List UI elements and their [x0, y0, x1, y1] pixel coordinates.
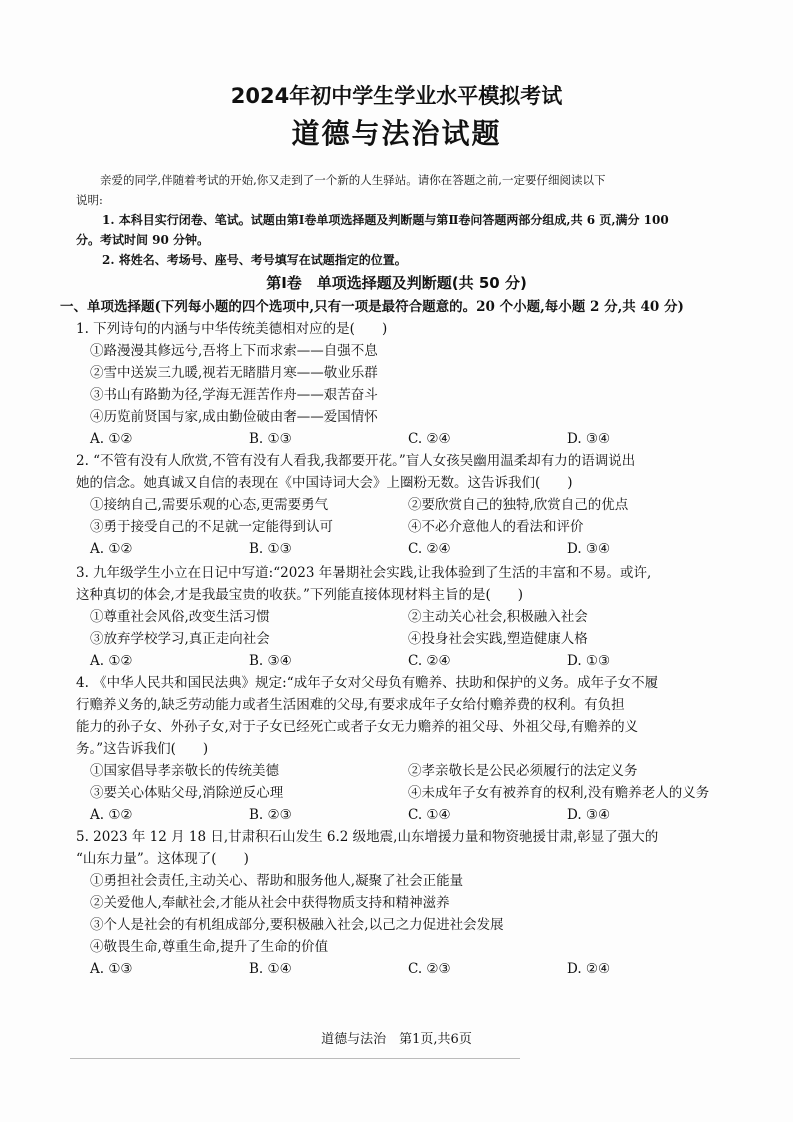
choice-d[interactable]: D. ②④	[567, 961, 611, 977]
choice-c[interactable]: C. ①④	[408, 807, 451, 823]
question-2	[76, 450, 726, 560]
intro-text	[76, 170, 724, 210]
choice-a[interactable]: A. ①②	[90, 653, 133, 669]
choice-d[interactable]: D. ③④	[567, 431, 611, 447]
question-stem: 5. 2023 年 12 月 18 日,甘肃积石山发生 6.2 级地震,山东增援力量和物资驰援甘肃,彰显了强大的	[76, 829, 659, 845]
statement: ③个人是社会的有机组成部分,要积极融入社会,以己之力促进社会发展	[90, 917, 504, 933]
statement: ④历览前贤国与家,成由勤俭破由奢——爱国情怀	[90, 409, 378, 425]
choice-c[interactable]: C. ②④	[408, 541, 451, 557]
choice-b[interactable]: B. ②③	[249, 807, 292, 823]
question-stem: 这种真切的体会,才是我最宝贵的收获。”下列能直接体现材料主旨的是( )	[76, 587, 523, 603]
statement: ①国家倡导孝亲敬长的传统美德	[90, 763, 279, 779]
statement: ②孝亲敬长是公民必须履行的法定义务	[408, 763, 638, 779]
choice-c[interactable]: C. ②③	[408, 961, 451, 977]
answer-choices	[76, 650, 726, 672]
statement: ②主动关心社会,积极融入社会	[408, 609, 588, 625]
answer-choices	[76, 958, 726, 980]
choice-d[interactable]: D. ①③	[567, 653, 611, 669]
statement: ④未成年子女有被养育的权利,没有赡养老人的义务	[408, 785, 710, 801]
choice-d[interactable]: D. ③④	[567, 807, 611, 823]
section-title: 第Ⅰ卷 单项选择题及判断题(共 50 分)	[266, 274, 527, 292]
statement: ③要关心体贴父母,消除逆反心理	[90, 785, 284, 801]
question-3	[76, 562, 726, 672]
choice-a[interactable]: A. ①②	[90, 431, 133, 447]
statement: ①尊重社会风俗,改变生活习惯	[90, 609, 270, 625]
statement-row	[76, 628, 726, 650]
exam-title: 2024年初中学生学业水平模拟考试	[230, 84, 563, 108]
answer-choices	[76, 428, 726, 450]
choice-b[interactable]: B. ①③	[249, 431, 292, 447]
choice-b[interactable]: B. ①③	[249, 541, 292, 557]
question-1	[76, 318, 726, 450]
statement: ②雪中送炭三九暖,视若无睹腊月寒——敬业乐群	[90, 365, 378, 381]
question-stem: 行赡养义务的,缺乏劳动能力或者生活困难的父母,有要求成年子女给付赡养费的权利。有负担	[76, 697, 625, 713]
exam-notes	[76, 210, 724, 270]
statement-row	[76, 760, 726, 782]
statement: ①路漫漫其修远兮,吾将上下而求索——自强不息	[90, 343, 378, 359]
choice-a[interactable]: A. ①②	[90, 541, 133, 557]
choice-d[interactable]: D. ③④	[567, 541, 611, 557]
question-stem: 能力的孙子女、外孙子女,对于子女已经死亡或者子女无力赡养的祖父母、外祖父母,有赡养的义	[76, 719, 639, 735]
statement: ④投身社会实践,塑造健康人格	[408, 631, 588, 647]
choice-c[interactable]: C. ②④	[408, 431, 451, 447]
choice-c[interactable]: C. ②④	[408, 653, 451, 669]
question-stem: 2. “不管有没有人欣赏,不管有没有人看我,我都要开花。”盲人女孩吴幽用温柔却有力的语调说出	[76, 453, 636, 469]
question-stem: “山东力量”。这体现了( )	[76, 851, 249, 867]
choice-b[interactable]: B. ③④	[249, 653, 292, 669]
question-stem: 3. 九年级学生小立在日记中写道:“2023 年暑期社会实践,让我体验到了生活的丰富和不易。或许,	[76, 565, 652, 581]
statement: ②要欣赏自己的独特,欣赏自己的优点	[408, 497, 629, 513]
intro-line: 亲爱的同学,伴随着考试的开始,你又走到了一个新的人生驿站。请你在答题之前,一定要仔细阅读以下	[100, 173, 606, 187]
statement: ③放弃学校学习,真正走向社会	[90, 631, 270, 647]
choice-a[interactable]: A. ①③	[90, 961, 133, 977]
question-stem: 她的信念。她真诚又自信的表现在《中国诗词大会》上圈粉无数。这告诉我们( )	[76, 475, 573, 491]
statement-row	[76, 782, 726, 804]
question-stem: 务。”这告诉我们( )	[76, 741, 209, 757]
part-heading: 一、单项选择题(下列每小题的四个选项中,只有一项是最符合题意的。20 个小题,每小题 2 分,共 40 分)	[60, 299, 684, 315]
statement-row	[76, 516, 726, 538]
note-2: 2. 将姓名、考场号、座号、考号填写在试题指定的位置。	[102, 253, 407, 267]
answer-choices	[76, 538, 726, 560]
subject-title: 道德与法治试题	[291, 117, 502, 150]
intro-line: 说明:	[76, 193, 103, 207]
choice-a[interactable]: A. ①②	[90, 807, 133, 823]
page-footer: 道德与法治 第1页,共6页	[321, 1032, 472, 1047]
statement: ④不必介意他人的看法和评价	[408, 519, 584, 535]
statement-row	[76, 606, 726, 628]
question-stem: 4. 《中华人民共和国民法典》规定:“成年子女对父母负有赡养、扶助和保护的义务。成年子女不履	[76, 675, 659, 691]
question-5	[76, 826, 726, 980]
statement: ③勇于接受自己的不足就一定能得到认可	[90, 519, 333, 535]
choice-b[interactable]: B. ①④	[249, 961, 292, 977]
answer-choices	[76, 804, 726, 826]
statement: ①接纳自己,需要乐观的心态,更需要勇气	[90, 497, 329, 513]
statement: ①勇担社会责任,主动关心、帮助和服务他人,凝聚了社会正能量	[90, 873, 464, 889]
question-4	[76, 672, 726, 826]
statement: ③书山有路勤为径,学海无涯苦作舟——艰苦奋斗	[90, 387, 378, 403]
note-1: 1. 本科目实行闭卷、笔试。试题由第Ⅰ卷单项选择题及判断题与第Ⅱ卷问答题两部分组成,共 6 页,满分 100	[102, 213, 669, 227]
note-1-cont: 分。考试时间 90 分钟。	[76, 233, 210, 247]
footer-divider	[70, 1058, 520, 1059]
statement-row	[76, 494, 726, 516]
statement: ②关爱他人,奉献社会,才能从社会中获得物质支持和精神滋养	[90, 895, 450, 911]
question-stem: 1. 下列诗句的内涵与中华传统美德相对应的是( )	[76, 321, 388, 337]
statement: ④敬畏生命,尊重生命,提升了生命的价值	[90, 939, 329, 955]
